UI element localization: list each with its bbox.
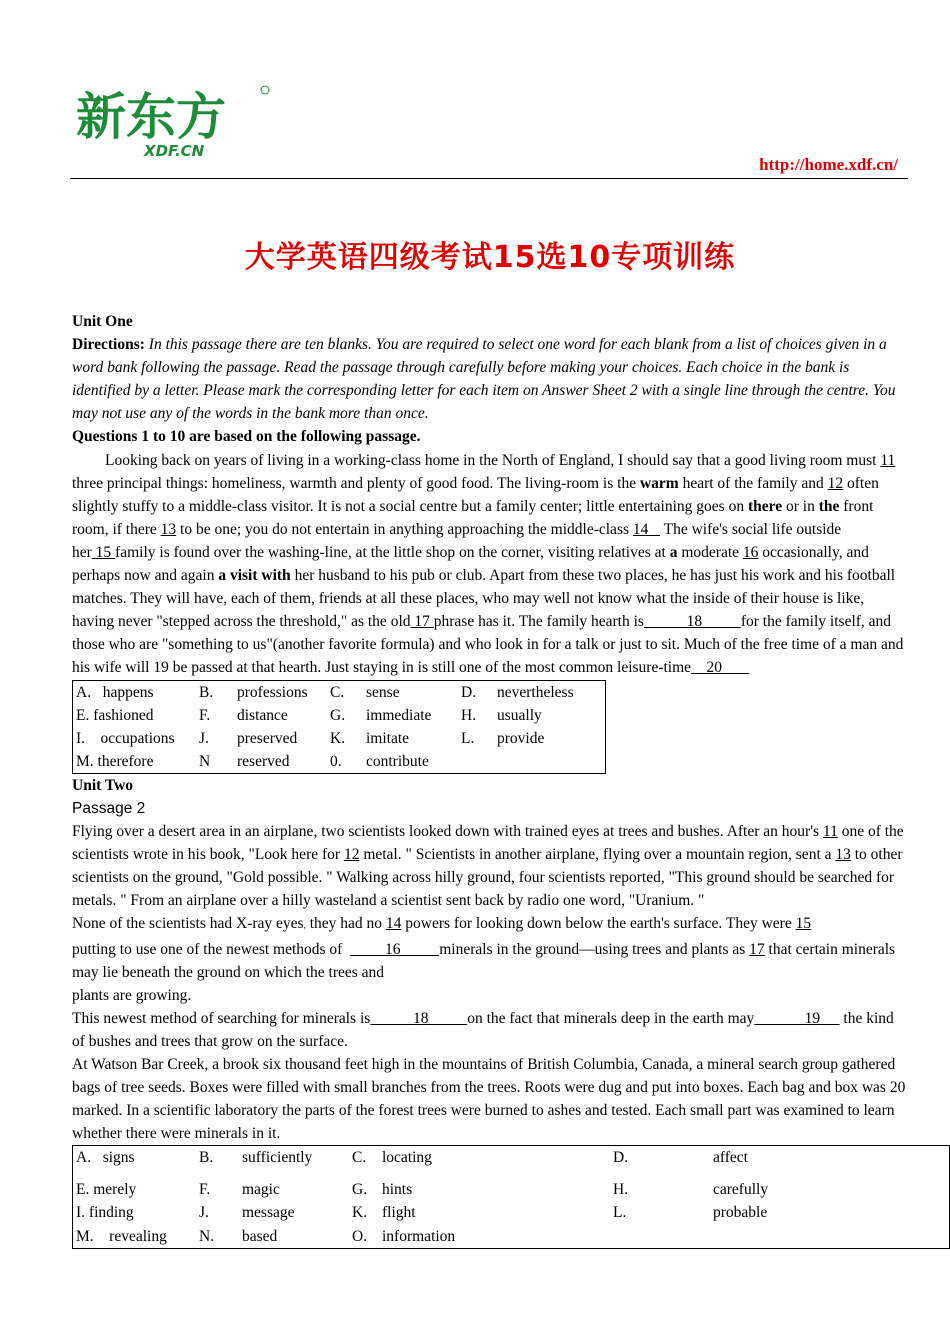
- blank-16: 16: [742, 543, 759, 561]
- blank-15: 15: [95, 543, 112, 561]
- table-cell: H.: [461, 706, 477, 724]
- blank-18: 18: [686, 613, 703, 631]
- table-cell: O.: [352, 1227, 368, 1245]
- table-cell: message: [242, 1204, 295, 1222]
- table-cell: probable: [713, 1204, 768, 1222]
- table-cell: F.: [199, 706, 211, 724]
- table-cell: provide: [497, 729, 545, 747]
- blank-11: 11: [822, 823, 838, 841]
- table-cell: [710, 1225, 950, 1249]
- unit2-para-4: This newest method of searching for minerals is 18 on the fact that minerals deep in the earth may 19 the kind of bushes and trees that grow on the surface.: [72, 1009, 894, 1050]
- blank-13: 13: [160, 520, 177, 538]
- blank-20: 20: [706, 659, 723, 677]
- table-cell: sense: [366, 683, 400, 701]
- unit2-para-1: Flying over a desert area in an airplane, two scientists looked down with trained eyes at trees and bushes. After an hour's 11 one of the scientists wrote in his book, "Look here for 12 metal. " Scientists in another airplane, flying over a mountain region, sent a 13 to other scientists on the ground, "Gold possible. " Walking across hilly ground, four scientists reported, "This ground should be searched for metals. " From an airplane over a hilly wasteland a scientist sent back by radio one word, "Uranium. ": [72, 823, 904, 910]
- table-cell: G.: [330, 706, 346, 724]
- table-cell: nevertheless: [497, 683, 574, 701]
- blank-12: 12: [343, 846, 360, 864]
- table-cell: J.: [199, 729, 209, 747]
- table-cell: I. occupations: [76, 729, 175, 747]
- unit1-passage: Looking back on years of living in a working-class home in the North of England, I should say that a good living room must 11 three principal things: homeliness, warmth and plenty of good food. The living-room is the warm heart of the family and 12 often slightly stuffy to a middle-class visitor. It is not a social centre but a family center; little entertaining goes on there or in the front room, if there 13 to be one; you do not entertain in anything approaching the middle-class 14 The wife's social life outside her 15 family is found over the washing-line, at the little shop on the corner, visiting relatives at a moderate 16 occasionally, and perhaps now and again a visit with her husband to his pub or club. Apart from these two places, he has just his work and his football matches. They will have, each of them, friends at all these places, who may well not know what the inside of their house is like, having never "stepped across the threshold," as the old 17 phrase has it. The family hearth is 18 for the family itself, and those who are "something to us"(another favorite formula) and who look in for a talk or just to sit. Much of the free time of a man and his wife will 19 be passed at that hearth. Just staying in is still one of the most common leisure-time 20: [72, 451, 904, 677]
- table-cell: A. signs: [76, 1149, 135, 1167]
- table-cell: B.: [199, 683, 214, 701]
- unit2-para-2: None of the scientists had X-ray eyes, they had no 14 powers for looking down below the earth's surface. They were 15 putting to use one of the newest methods of 16 minerals in the ground—using trees and plants as 17 that certain minerals may lie beneath the ground on which the trees and: [72, 915, 896, 981]
- unit2-para-5: At Watson Bar Creek, a brook six thousand feet high in the mountains of British Columbia, Canada, a mineral search group gathered bags of tree seeds. Boxes were filled with small branches from the trees. Roots were dug and put into boxes. Each bag and box was 20 marked. In a scientific laboratory the parts of the forest trees were burned to ashes and tested. Each small part was examined to learn whether there were minerals in it.: [72, 1056, 906, 1143]
- unit2-para-3: plants are growing.: [72, 986, 192, 1004]
- table-cell: I. finding: [76, 1204, 134, 1222]
- table-cell: contribute: [366, 752, 429, 770]
- directions-label: Directions:: [72, 336, 145, 354]
- blank-17: 17: [749, 940, 765, 958]
- table-cell: H.: [613, 1181, 629, 1199]
- table-cell: immediate: [366, 706, 432, 724]
- document-body: [72, 310, 908, 1249]
- blank-11: 11: [880, 451, 896, 469]
- blank-15: 15: [795, 915, 812, 933]
- table-cell: K.: [330, 729, 346, 747]
- table-cell: preserved: [237, 729, 298, 747]
- table-cell: professions: [237, 683, 308, 701]
- table-cell: based: [242, 1227, 278, 1245]
- xdf-logo-graphic: [74, 80, 274, 160]
- table-cell: L.: [461, 729, 475, 747]
- table-cell: usually: [497, 706, 542, 724]
- blank-17: 17: [414, 613, 430, 631]
- table-cell: sufficiently: [242, 1149, 313, 1167]
- table-cell: carefully: [713, 1181, 769, 1199]
- logo-en-text: XDF.CN: [144, 142, 205, 160]
- blank-18: 18: [412, 1009, 429, 1027]
- header-divider: [70, 178, 908, 179]
- table-cell: C.: [352, 1149, 367, 1167]
- table-cell: L.: [613, 1204, 627, 1222]
- table-cell: M. revealing: [76, 1227, 167, 1245]
- table-cell: N.: [199, 1227, 215, 1245]
- site-url[interactable]: http://home.xdf.cn/: [759, 155, 898, 174]
- xdf-logo: [74, 80, 274, 160]
- table-cell: distance: [237, 706, 288, 724]
- table-cell: E. fashioned: [76, 706, 154, 724]
- blank-19: 19: [804, 1009, 821, 1027]
- blank-12: 12: [827, 474, 844, 492]
- word-bank-table-2: [72, 1145, 950, 1248]
- unit1-heading: Unit One: [72, 313, 133, 330]
- table-cell: reserved: [237, 752, 290, 770]
- table-cell: locating: [382, 1149, 432, 1167]
- word-bank-table-1: [72, 680, 606, 774]
- table-cell: K.: [352, 1204, 368, 1222]
- table-cell: J.: [199, 1204, 209, 1222]
- unit1-directions: [72, 333, 908, 425]
- table-cell: [610, 1225, 710, 1249]
- table-cell: A. happens: [76, 683, 154, 701]
- table-cell: C.: [330, 683, 345, 701]
- blank-16: 16: [384, 940, 401, 958]
- table-cell: E. merely: [76, 1181, 137, 1199]
- table-cell: G.: [352, 1181, 368, 1199]
- table-cell: D.: [461, 683, 477, 701]
- registered-mark-icon: [261, 86, 269, 94]
- table-cell: D.: [613, 1149, 629, 1167]
- unit2-heading: Unit Two: [72, 776, 134, 794]
- table-cell: hints: [382, 1181, 413, 1199]
- logo-cn-text: 新东方: [76, 88, 226, 146]
- table-cell: [458, 750, 494, 774]
- table-cell: imitate: [366, 729, 410, 747]
- table-cell: B.: [199, 1149, 214, 1167]
- table-cell: [494, 750, 606, 774]
- table-cell: magic: [242, 1181, 280, 1199]
- blank-14: 14: [632, 520, 649, 538]
- unit2-passage-label: Passage 2: [72, 799, 146, 817]
- table-cell: M. therefore: [76, 752, 154, 770]
- page-title: 大学英语四级考试15选10专项训练: [244, 240, 736, 275]
- table-cell: information: [382, 1227, 456, 1245]
- table-cell: flight: [382, 1204, 416, 1222]
- unit1-questions-line: Questions 1 to 10 are based on the following passage.: [72, 428, 421, 446]
- blank-14: 14: [385, 915, 402, 933]
- directions-text: In this passage there are ten blanks. You are required to select one word for each blank from a list of choices given in a word bank following the passage. Read the passage through carefully before making your choices. Each choice in the bank is identified by a letter. Please mark the corresponding letter for each item on Answer Sheet 2 with a single line through the centre. You may not use any of the words in the bank more than once.: [72, 336, 896, 423]
- table-cell: N: [199, 752, 211, 770]
- blank-13: 13: [835, 846, 851, 864]
- table-cell: F.: [199, 1181, 211, 1199]
- table-cell: 0.: [330, 752, 342, 770]
- table-cell: affect: [713, 1149, 748, 1167]
